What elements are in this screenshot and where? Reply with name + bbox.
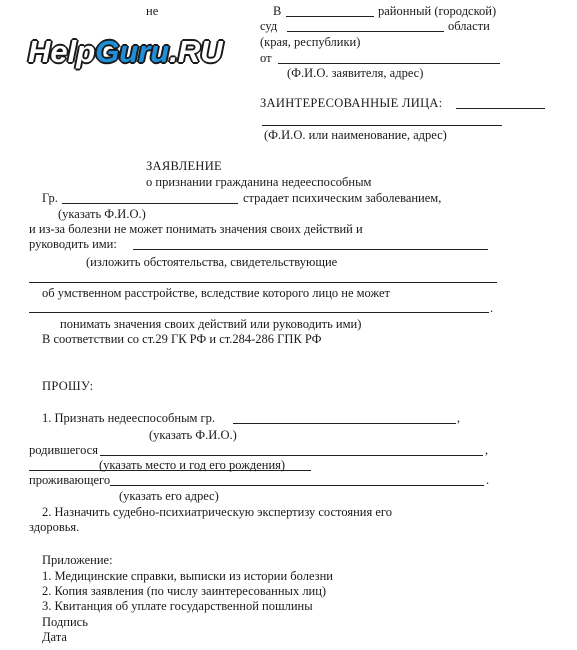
logo-part-ru: .RU xyxy=(169,34,223,69)
logo-part-help: Help xyxy=(28,34,96,69)
header-from: от xyxy=(260,51,272,65)
attachment-item-1: 1. Медицинские справки, выписки из истории болезни xyxy=(42,569,333,583)
body-line1: и из-за болезни не может понимать значения своих действий и xyxy=(29,222,363,236)
attachments-heading: Приложение: xyxy=(42,553,113,567)
signature-label: Подпись xyxy=(42,615,88,629)
court-name-line xyxy=(286,16,374,17)
request-item1-end: , xyxy=(457,411,461,425)
circumstances-line-2 xyxy=(29,282,497,283)
citizen-name-line xyxy=(62,203,238,204)
interested-line-2 xyxy=(262,125,502,126)
attachment-item-3: 3. Квитанция об уплате государственной пошлины xyxy=(42,599,313,613)
request-item2-line2: здоровья. xyxy=(29,520,80,534)
header-v: В xyxy=(273,4,282,18)
helpguru-logo xyxy=(28,34,223,70)
address-line xyxy=(110,485,484,486)
header-krai: (края, республики) xyxy=(260,35,361,49)
request-item1-hint: (указать Ф.И.О.) xyxy=(149,428,237,442)
date-label: Дата xyxy=(42,630,67,644)
document-subtitle: о признании гражданина недееспособным xyxy=(146,175,372,189)
header-interested-hint: (Ф.И.О. или наименование, адрес) xyxy=(264,128,447,142)
document-title: ЗАЯВЛЕНИЕ xyxy=(146,159,222,173)
body-name-hint: (указать Ф.И.О.) xyxy=(58,207,146,221)
applicant-line xyxy=(278,63,500,64)
request-item2-line1: 2. Назначить судебно-психиатрическую экспертизу состояния его xyxy=(42,505,392,519)
circumstances-line-1 xyxy=(133,249,488,250)
body-hint3: понимать значения своих действий или руководить ими) xyxy=(60,317,362,331)
request-heading: ПРОШУ: xyxy=(42,379,94,393)
header-district-court: районный (городской) xyxy=(378,4,497,18)
request-born-hint: (указать место и год его рождения) xyxy=(99,458,286,472)
request-living-hint: (указать его адрес) xyxy=(119,489,219,503)
body-dot: . xyxy=(490,301,494,315)
request-item1: 1. Признать недееспособным гр. xyxy=(42,411,216,425)
header-interested: ЗАИНТЕРЕСОВАННЫЕ ЛИЦА: xyxy=(260,96,443,110)
birth-line-2 xyxy=(29,470,311,471)
body-gr: Гр. xyxy=(42,191,58,205)
request-living: проживающего xyxy=(29,473,111,487)
body-legal: В соответствии со ст.29 ГК РФ и ст.284-286 ГПК РФ xyxy=(42,332,322,346)
circumstances-line-3 xyxy=(29,312,489,313)
body-hint2: об умственном расстройстве, вследствие которого лицо не может xyxy=(42,286,390,300)
header-top-left: не xyxy=(146,4,159,18)
interested-line-1 xyxy=(456,108,545,109)
region-line xyxy=(287,31,444,32)
birth-line xyxy=(100,455,483,456)
request-born-end: , xyxy=(485,443,489,457)
header-court: суд xyxy=(260,19,278,33)
body-suffers: страдает психическим заболеванием, xyxy=(243,191,442,205)
body-hint1: (изложить обстоятельства, свидетельствующие xyxy=(86,255,338,269)
request-living-end: . xyxy=(486,473,490,487)
header-applicant-hint: (Ф.И.О. заявителя, адрес) xyxy=(287,66,424,80)
logo-part-guru: Guru xyxy=(95,34,170,69)
request-born: родившегося xyxy=(29,443,98,457)
attachment-item-2: 2. Копия заявления (по числу заинтересованных лиц) xyxy=(42,584,327,598)
body-line2: руководить ими: xyxy=(29,237,117,251)
incapacitated-name-line xyxy=(233,423,456,424)
header-region: области xyxy=(448,19,490,33)
